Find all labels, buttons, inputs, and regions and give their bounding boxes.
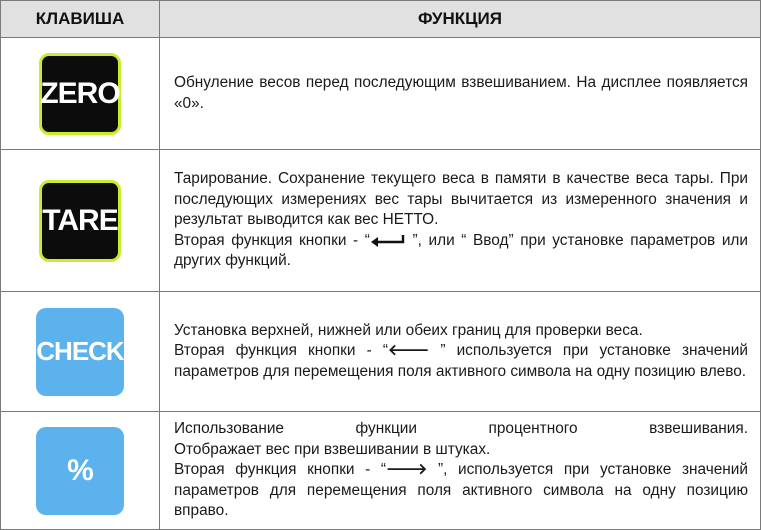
second-prefix: Вторая функция кнопки - “ [174, 342, 388, 360]
table-row [1, 150, 761, 292]
second-prefix: Вторая функция кнопки - “ [174, 231, 370, 249]
enter-arrow-icon [370, 234, 406, 248]
zero-key: ZERO [39, 53, 121, 135]
check-second-function [174, 341, 748, 382]
percent-description-2: Отображает вес при взвешивании в штуках. [174, 440, 491, 458]
percent-key: % [36, 427, 124, 515]
check-description: Установка верхней, нижней или обеих границ для проверки веса. [174, 321, 643, 339]
zero-description: Обнуление весов перед последующим взвешиванием. На дисплее появляется «0». [174, 74, 748, 112]
percent-description: Использование функции процентного взвешивания. [174, 420, 748, 438]
key-cell [1, 150, 160, 292]
header-function: ФУНКЦИЯ [160, 1, 761, 38]
tare-key: TARE [39, 180, 121, 262]
key-cell [1, 38, 160, 150]
arrow-right-icon: 🡒 [386, 461, 428, 479]
second-prefix: Вторая функция кнопки - “ [174, 461, 387, 479]
description-cell [160, 38, 761, 150]
percent-second-function [174, 460, 748, 522]
table-row [1, 292, 761, 412]
description-cell [160, 292, 761, 412]
table-row [1, 412, 761, 530]
second-suffix: ”, или “ Ввод” при установке параметров или других функций. [174, 231, 748, 270]
second-suffix: ” используется при установке значений параметров для перемещения поля активного символа на одну позицию влево. [174, 342, 748, 380]
tare-second-function [174, 231, 748, 272]
table-row [1, 38, 761, 150]
description-cell [160, 412, 761, 530]
arrow-left-icon: 🡐 [387, 342, 430, 360]
key-cell [1, 412, 160, 530]
check-key: CHECK [36, 308, 124, 396]
description-cell [160, 150, 761, 292]
table-header [1, 1, 761, 38]
header-key: КЛАВИША [1, 1, 160, 38]
second-suffix: ”, используется при установке значений параметров для перемещения поля активного символа на одну позицию вправо. [174, 461, 748, 520]
key-cell [1, 292, 160, 412]
tare-description: Тарирование. Сохранение текущего веса в памяти в качестве веса тары. При последующих измерениях вес тары вычитается из измеренного значения и результат выводится как вес НЕТТО. [174, 170, 748, 229]
